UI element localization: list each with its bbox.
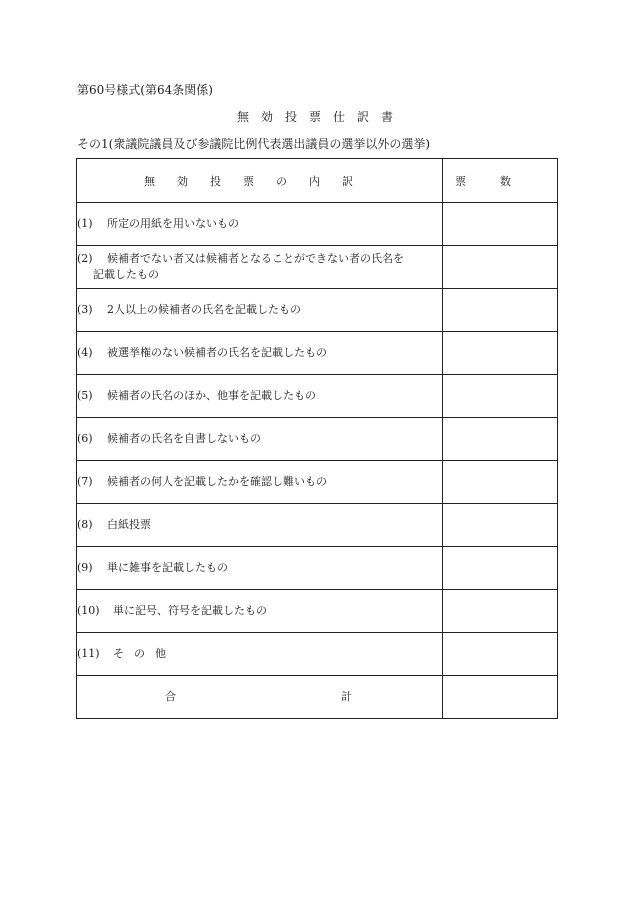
table-row — [77, 203, 558, 246]
vote-count-cell[interactable] — [443, 332, 558, 375]
table-row — [77, 461, 558, 504]
total-label-cell — [77, 676, 443, 719]
total-label-right: 計 — [341, 690, 352, 703]
item-number: (11) — [77, 647, 100, 660]
item-number: (6) — [77, 432, 93, 445]
item-text: 候補者の氏名のほか、他事を記載したもの — [107, 389, 316, 402]
table-row — [77, 375, 558, 418]
vote-count-cell[interactable] — [443, 547, 558, 590]
breakdown-cell — [77, 504, 443, 547]
table-row — [77, 418, 558, 461]
vote-count-cell[interactable] — [443, 461, 558, 504]
item-text: 被選挙権のない候補者の氏名を記載したもの — [107, 346, 327, 359]
form-number: 第60号様式(第64条関係) — [77, 83, 213, 97]
table-row — [77, 633, 558, 676]
item-number: (10) — [77, 604, 100, 617]
item-number: (4) — [77, 346, 93, 359]
breakdown-cell — [77, 332, 443, 375]
table-row — [77, 246, 558, 289]
item-text: 2人以上の候補者の氏名を記載したもの — [107, 303, 301, 316]
invalid-vote-table — [76, 158, 558, 719]
item-text: 候補者の氏名を自書しないもの — [107, 432, 261, 445]
breakdown-cell — [77, 590, 443, 633]
column-header-vote-count: 票数 — [443, 159, 558, 203]
table-row — [77, 590, 558, 633]
column-header-breakdown: 無効投票の内訳 — [77, 159, 443, 203]
vote-count-cell[interactable] — [443, 590, 558, 633]
item-number: (7) — [77, 475, 93, 488]
breakdown-cell — [77, 375, 443, 418]
vote-count-cell[interactable] — [443, 375, 558, 418]
item-text: 単に記号、符号を記載したもの — [113, 604, 267, 617]
item-number: (2) — [77, 252, 93, 265]
item-text: 白紙投票 — [107, 518, 151, 531]
breakdown-cell — [77, 289, 443, 332]
table-row — [77, 289, 558, 332]
item-number: (9) — [77, 561, 93, 574]
breakdown-cell — [77, 246, 443, 289]
item-number: (5) — [77, 389, 93, 402]
vote-count-cell[interactable] — [443, 203, 558, 246]
document-subtitle: その1(衆議院議員及び参議院比例代表選出議員の選挙以外の選挙) — [77, 137, 431, 151]
document-title: 無効投票仕訳書 — [236, 110, 405, 124]
vote-count-cell[interactable] — [443, 289, 558, 332]
table-row — [77, 504, 558, 547]
vote-count-cell[interactable] — [443, 633, 558, 676]
item-text-continuation: 記載したもの — [93, 268, 159, 281]
vote-count-cell[interactable] — [443, 246, 558, 289]
total-label-left: 合 — [165, 690, 176, 703]
item-number: (1) — [77, 217, 93, 230]
breakdown-cell — [77, 461, 443, 504]
total-row — [77, 676, 558, 719]
breakdown-cell — [77, 633, 443, 676]
item-text: 候補者の何人を記載したかを確認し難いもの — [107, 475, 327, 488]
item-text: 所定の用紙を用いないもの — [107, 217, 239, 230]
table-header-row — [77, 159, 558, 203]
breakdown-cell — [77, 547, 443, 590]
vote-count-cell[interactable] — [443, 504, 558, 547]
table-row — [77, 332, 558, 375]
item-text: その他 — [113, 647, 176, 660]
item-text: 単に雑事を記載したもの — [107, 561, 228, 574]
table-row — [77, 547, 558, 590]
item-number: (8) — [77, 518, 93, 531]
item-number: (3) — [77, 303, 93, 316]
vote-count-cell[interactable] — [443, 418, 558, 461]
breakdown-cell — [77, 203, 443, 246]
total-count-cell[interactable] — [443, 676, 558, 719]
item-text: 候補者でない者又は候補者となることができない者の氏名を — [107, 252, 404, 265]
breakdown-cell — [77, 418, 443, 461]
